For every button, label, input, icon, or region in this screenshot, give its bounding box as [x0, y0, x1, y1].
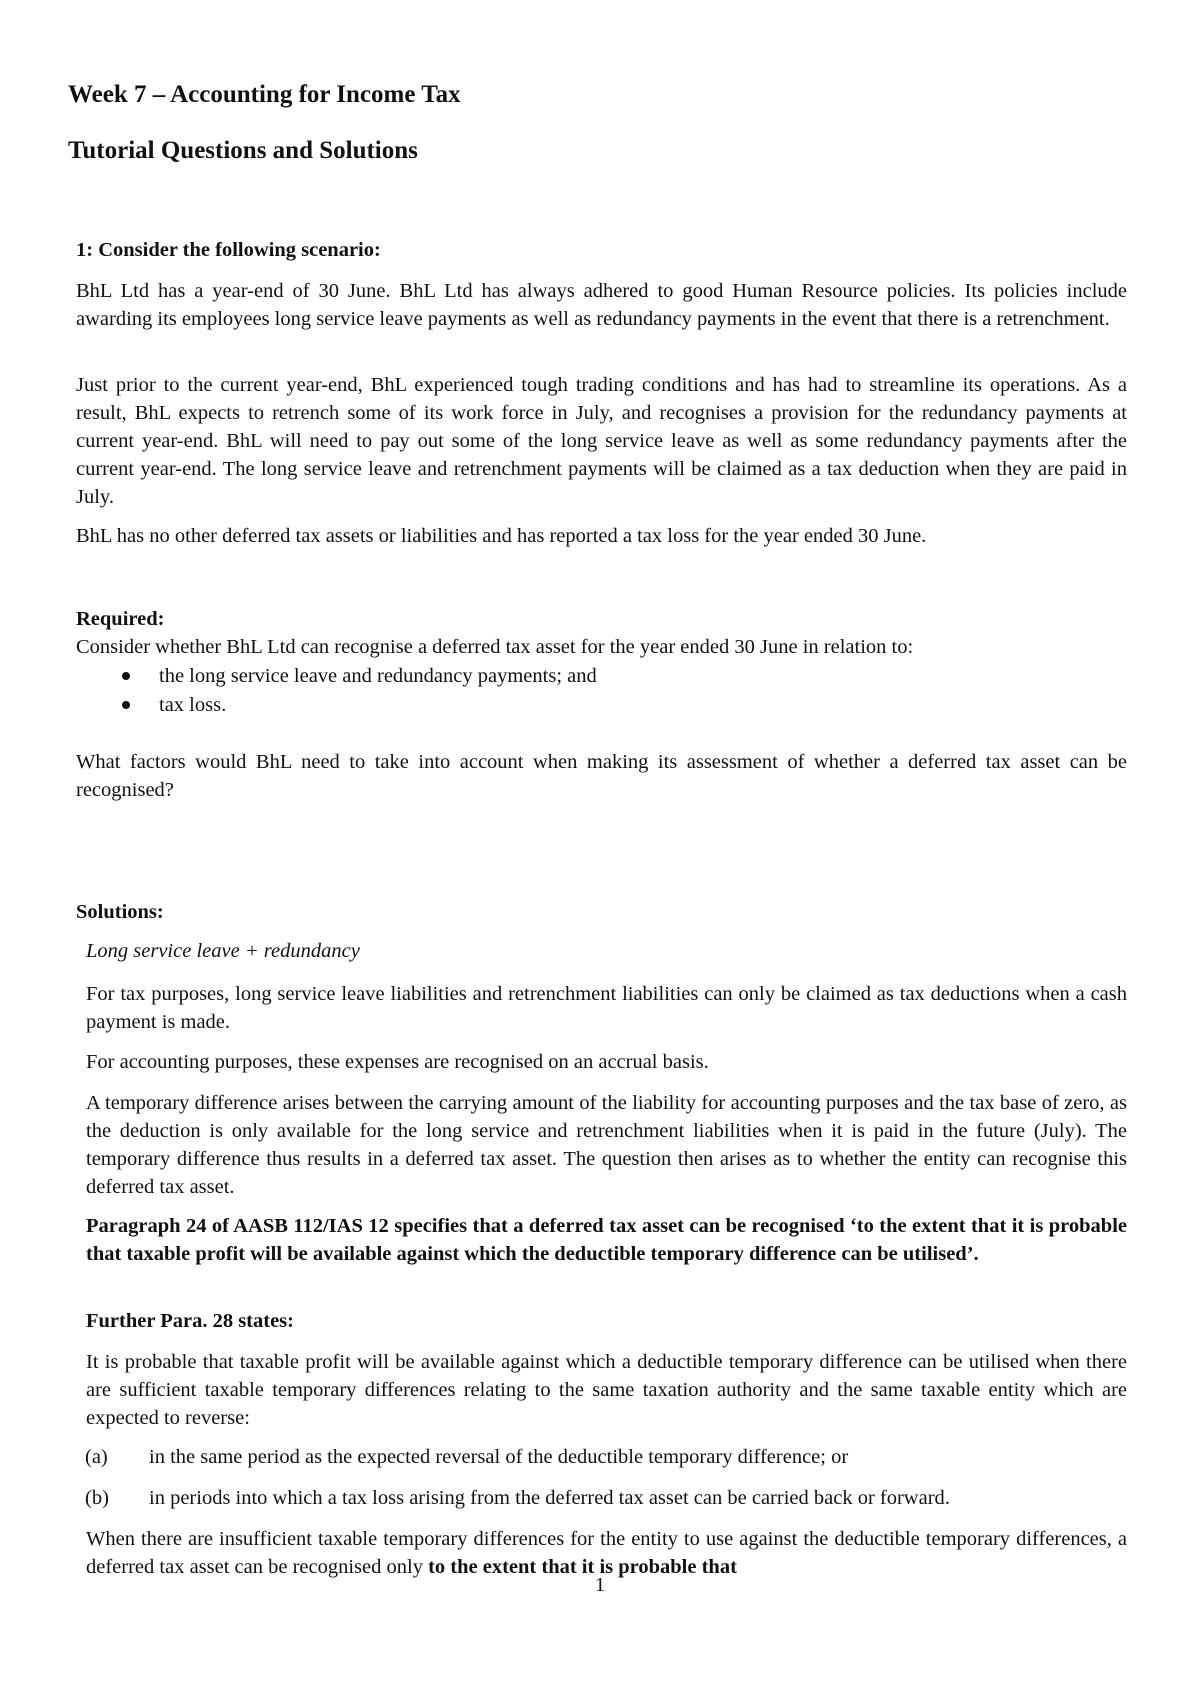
bullet-text: tax loss.: [159, 694, 227, 716]
list-item-text: in periods into which a tax loss arising from the deferred tax asset can be carried back or forward.: [149, 1487, 950, 1509]
bullet-item: [122, 662, 597, 691]
solutions-paragraph-2: For accounting purposes, these expenses are recognised on an accrual basis.: [86, 1051, 709, 1073]
final-paragraph-emphasis: to the extent that it is probable that: [428, 1556, 737, 1578]
final-paragraph: [86, 1525, 1127, 1581]
final-paragraph-text: When there are insufficient taxable temporary differences for the entity to use against the deductible temporary differences, a deferred tax asset can be recognised only: [86, 1528, 1127, 1578]
question-paragraph-2: Just prior to the current year-end, BhL experienced tough trading conditions and has had to streamline its operations. As a result, BhL expects to retrench some of its work force in July, and recognises a provision for the redundancy payments at current year-end. BhL will need to pay out some of the long service leave as well as some redundancy payments after the current year-end. The long service leave and retrenchment payments will be claimed as a tax deduction when they are paid in July.: [76, 374, 1127, 508]
paragraph-24-quote: Paragraph 24 of AASB 112/IAS 12 specifies that a deferred tax asset can be recognised ‘to the extent that it is probable that taxable profit will be available against which the deductible temporary difference can be utilised’.: [86, 1215, 1127, 1265]
document-title: Week 7 – Accounting for Income Tax: [68, 81, 461, 108]
solutions-subheading: Long service leave + redundancy: [86, 940, 360, 962]
list-item-label: (b): [85, 1487, 109, 1509]
list-item-label: (a): [85, 1446, 108, 1468]
solutions-paragraph-3: A temporary difference arises between the carrying amount of the liability for accounting purposes and the tax base of zero, as the deduction is only available for the long service and retrenchment liabilities when it is paid in the future (July). The temporary difference thus results in a deferred tax asset. The question then arises as to whether the entity can recognise this deferred tax asset.: [86, 1092, 1127, 1198]
solutions-heading: Solutions:: [76, 901, 164, 923]
required-intro: Consider whether BhL Ltd can recognise a deferred tax asset for the year ended 30 June in relation to:: [76, 636, 914, 658]
bullet-item: [122, 691, 597, 720]
bullet-icon: [122, 672, 130, 680]
document-subtitle: Tutorial Questions and Solutions: [68, 137, 418, 164]
required-heading: Required:: [76, 608, 165, 630]
para-28-heading: Further Para. 28 states:: [86, 1310, 294, 1332]
solutions-paragraph-1: For tax purposes, long service leave liabilities and retrenchment liabilities can only be claimed as tax deductions when a cash payment is made.: [86, 983, 1127, 1033]
page-number: 1: [594, 1574, 606, 1596]
question-paragraph-3: BhL has no other deferred tax assets or liabilities and has reported a tax loss for the year ended 30 June.: [76, 525, 927, 547]
list-item-text: in the same period as the expected reversal of the deductible temporary difference; or: [149, 1446, 849, 1468]
required-factors: What factors would BhL need to take into account when making its assessment of whether a deferred tax asset can be recognised?: [76, 751, 1127, 801]
question-paragraph-1: BhL Ltd has a year-end of 30 June. BhL Ltd has always adhered to good Human Resource policies. Its policies include awarding its employees long service leave payments as well as redundancy payments in the event that there is a retrenchment.: [76, 280, 1127, 330]
bullet-icon: [122, 701, 130, 709]
question-heading: 1: Consider the following scenario:: [76, 239, 381, 261]
para-28-text: It is probable that taxable profit will be available against which a deductible temporary difference can be utilised when there are sufficient taxable temporary differences relating to the same taxation authority and the same taxable entity which are expected to reverse:: [86, 1351, 1127, 1429]
required-bullet-list: [122, 662, 597, 720]
bullet-text: the long service leave and redundancy payments; and: [159, 665, 597, 687]
